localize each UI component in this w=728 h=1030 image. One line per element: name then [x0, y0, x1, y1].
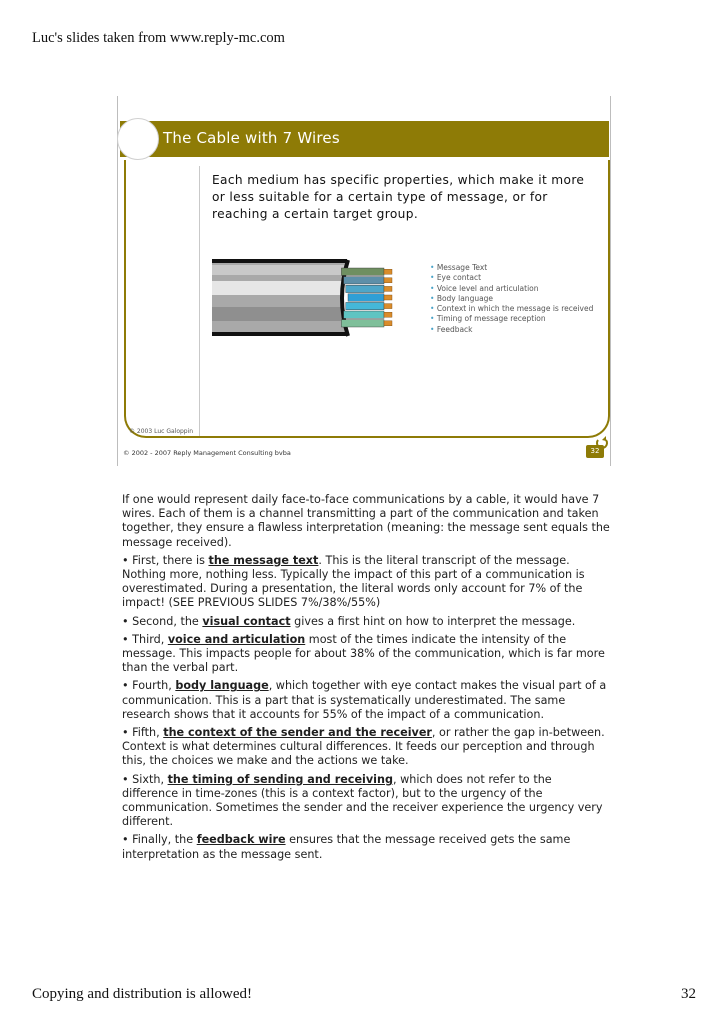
- slide-description: Each medium has specific properties, which make it more or less suitable for a certain type of message, or for reaching a certain target group.: [212, 173, 585, 221]
- text-span: , which together with eye contact makes the visual part of a communication. This is a part that is systematically underestimated. The same research shows that it accounts for 55% of the impact of a communication.: [122, 679, 607, 721]
- legend-item: • Message Text: [430, 263, 593, 273]
- legend-item: • Voice level and articulation: [430, 284, 593, 294]
- cable-highlight: [212, 265, 344, 275]
- slide-image: [117, 96, 611, 466]
- wire-tip: [384, 295, 392, 300]
- slide-title: The Cable with 7 Wires: [163, 129, 340, 147]
- cable-edge-top: [212, 259, 347, 263]
- wire-legend: [430, 263, 593, 335]
- wire: [344, 311, 384, 318]
- slide-page-badge: 32: [586, 445, 604, 458]
- cable-shine: [212, 281, 344, 295]
- keyword: the message text: [208, 553, 319, 567]
- page-footer-left: Copying and distribution is allowed!: [32, 986, 252, 1002]
- legend-item: • Feedback: [430, 325, 593, 335]
- paragraph-visual-contact: [122, 615, 610, 629]
- paragraph-voice: [122, 633, 610, 676]
- legend-item: • Body language: [430, 294, 593, 304]
- text-span: • Second, the: [122, 614, 203, 628]
- paragraph-feedback: [122, 833, 610, 861]
- text-span: • Third,: [122, 632, 168, 646]
- text-span: • Sixth,: [122, 772, 168, 786]
- keyword: feedback wire: [196, 833, 286, 847]
- legend-item: • Eye contact: [430, 273, 593, 283]
- wire: [346, 302, 384, 309]
- wire: [344, 277, 384, 284]
- banner-circle-icon: [117, 118, 159, 160]
- keyword: the context of the sender and the receiver: [163, 726, 432, 740]
- legend-item: • Timing of message reception: [430, 314, 593, 324]
- cable-shadow: [212, 307, 344, 321]
- wire: [341, 320, 384, 327]
- paragraph-context: [122, 726, 610, 769]
- text-span: , or rather the gap in-between. Context is what determines cultural differences. It feeds our perception and through this, the choices we make and the actions we take.: [122, 726, 605, 768]
- paragraph-body-language: [122, 679, 610, 722]
- text-span: • Fourth,: [122, 679, 176, 693]
- wire-tip: [384, 269, 392, 274]
- page-header: Luc's slides taken from www.reply-mc.com: [32, 30, 285, 46]
- body-text: [122, 493, 610, 866]
- paragraph-timing: [122, 773, 610, 830]
- wire-group: [341, 268, 392, 327]
- text-span: ensures that the message received gets the same interpretation as the message sent.: [122, 833, 571, 861]
- slide-border-left: [117, 96, 118, 466]
- wire: [346, 285, 384, 292]
- keyword: visual contact: [202, 614, 291, 628]
- text-span: . This is the literal transcript of the message. Nothing more, nothing less. Typically the impact of this part of a communication is overestimated. During a presentation, the literal words only account for 7% of the impact! (SEE PREVIOUS SLIDES 7%/38%/55%): [122, 553, 585, 610]
- text-span: most of the times indicate the intensity of the message. This impacts people for about 38% of the communication, which is far more than the verbal part.: [122, 632, 605, 675]
- text-span: gives a first hint on how to interpret the message.: [290, 614, 576, 628]
- paragraph-intro: If one would represent daily face-to-face communications by a cable, it would have 7 wires. Each of them is a channel transmitting a part of the communication and taken together, they ensure a flawless interpretation (meaning: the message sent equals the message received).: [122, 493, 610, 549]
- wire-tip: [384, 278, 392, 283]
- keyword: body language: [175, 679, 269, 693]
- text-span: • Finally, the: [122, 833, 197, 847]
- cable-edge-bottom: [212, 332, 347, 336]
- keyword: voice and articulation: [167, 632, 306, 646]
- legend-item: • Context in which the message is received: [430, 304, 593, 314]
- wire-tip: [384, 304, 392, 309]
- text-span: • Fifth,: [122, 726, 164, 740]
- paragraph-message-text: [122, 554, 610, 611]
- slide-side-panel: [127, 166, 200, 436]
- wire: [341, 268, 384, 275]
- text-span: , which does not refer to the difference in time-zones (this is a context factor), but to the urgency of the communication. Sometimes the sender and the receiver experience the urgency very different.: [122, 772, 603, 829]
- slide-copyright: © 2002 - 2007 Reply Management Consulting bvba: [123, 449, 291, 457]
- text-span: • First, there is: [122, 553, 209, 567]
- slide-border-right: [610, 96, 611, 466]
- wire-tip: [384, 312, 392, 317]
- keyword: the timing of sending and receiving: [167, 772, 393, 786]
- wire: [348, 294, 384, 301]
- slide-copyright-small: © 2003 Luc Galoppin: [129, 428, 194, 435]
- page-number: 32: [681, 986, 696, 1002]
- wire-tip: [384, 321, 392, 326]
- wire-tip: [384, 286, 392, 291]
